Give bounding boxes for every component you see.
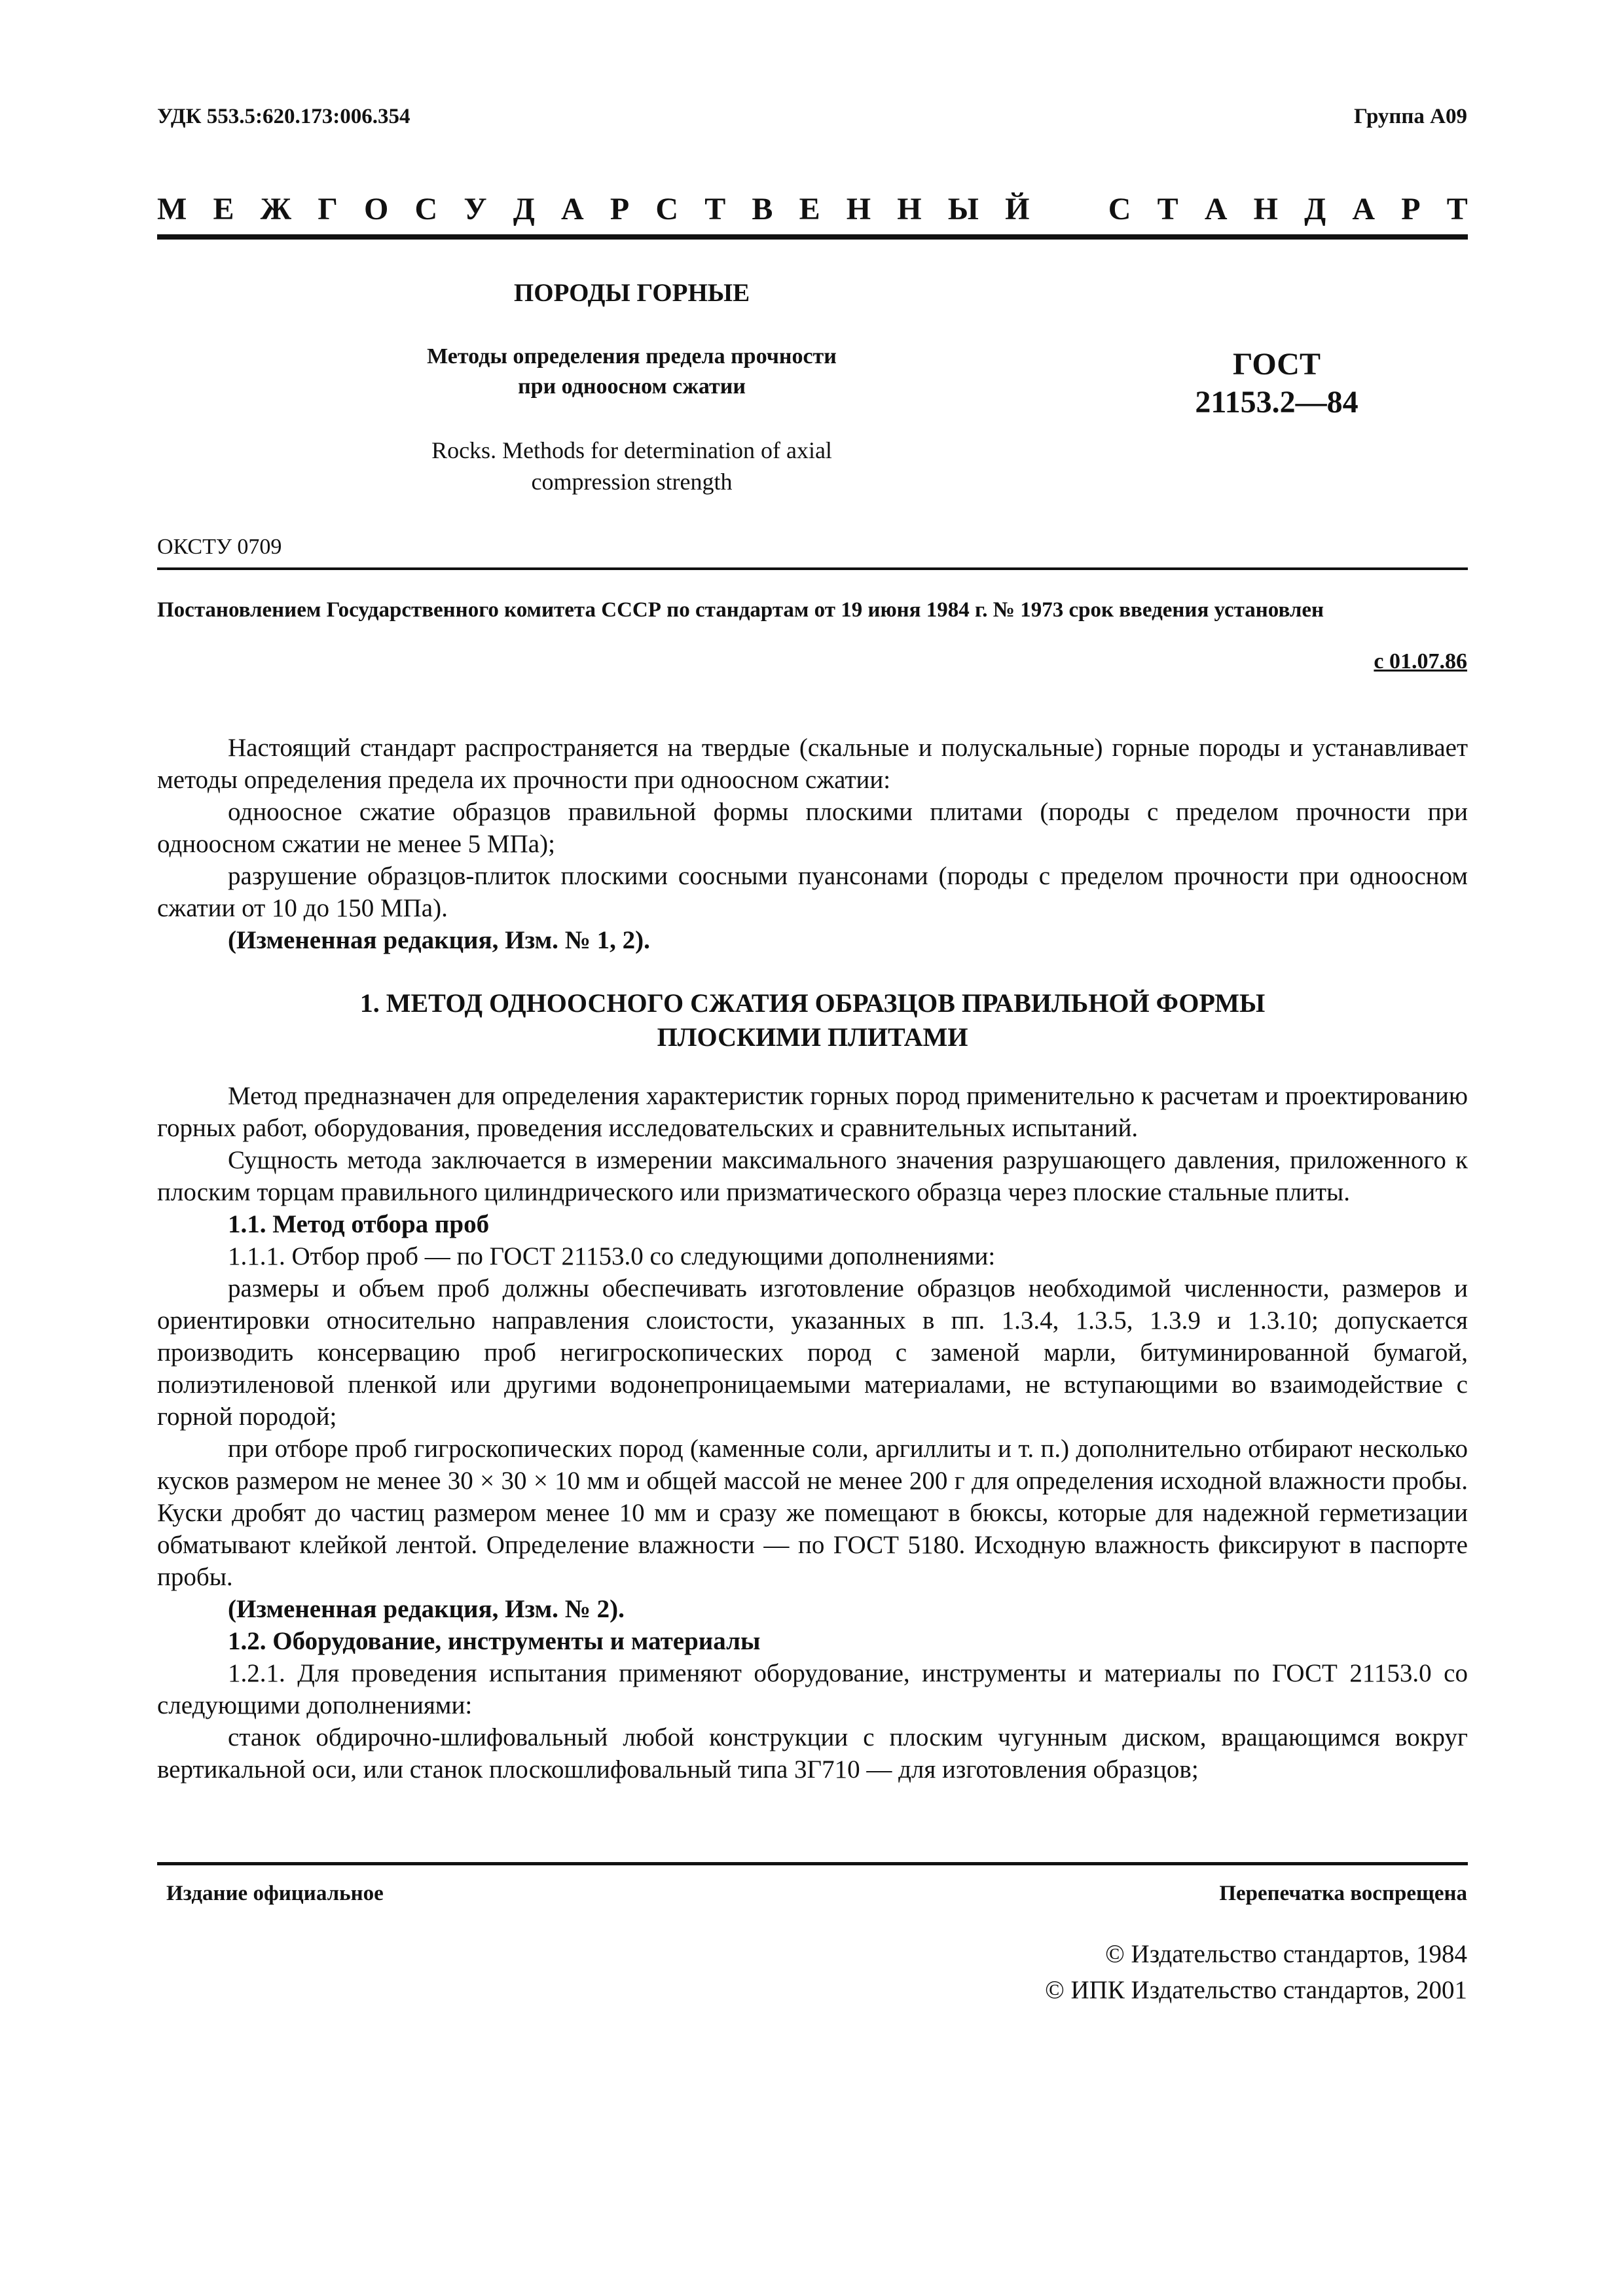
decree-text: Постановлением Государственного комитета СССР по стандартам от 19 июня 1984 г. № 1973 срок введения установлен	[157, 598, 1324, 622]
banner-letter: Е	[799, 192, 820, 226]
banner-letter: Ж	[260, 192, 292, 226]
udk-code: УДК 553.5:620.173:006.354	[157, 105, 410, 128]
banner-letter: О	[364, 192, 389, 226]
subtitle-line-1: Методы определения предела прочности	[427, 344, 837, 368]
okstu-code: ОКСТУ 0709	[157, 535, 282, 559]
banner-letter: Г	[318, 192, 338, 226]
standard-title: ПОРОДЫ ГОРНЫЕ	[513, 279, 750, 307]
copyright-block	[1045, 1936, 1467, 2008]
banner-letter: Н	[846, 192, 871, 226]
banner-letter: С	[414, 192, 438, 226]
banner-letter: Н	[1253, 192, 1278, 226]
banner-letter: А	[561, 192, 584, 226]
interstate-standard-banner	[157, 191, 1468, 227]
section-paragraph: при отборе проб гигроскопических пород (каменные соли, аргиллиты и т. п.) дополнительно отбирают несколько кусков размером не менее 30 × 30 × 10 мм и общей массой не менее 200 г для определения исходной влажности пробы. Куски дробят до частиц размером менее 10 мм и сразу же помещают в бюксы, которые для надежной герметизации обматывают клейкой лентой. Определение влажности — по ГОСТ 5180. Исходную влажность фиксируют в паспорте пробы.	[157, 1435, 1468, 1591]
section-paragraph: размеры и объем проб должны обеспечивать изготовление образцов необходимой численности, размеров и ориентировки относительно направления слоистости, указанных в пп. 1.3.4, 1.3.5, 1.3.9 и 1.3.10; допускается производить консервацию проб негигроскопических пород с заменой марли, битуминированной бумагой, полиэтиленовой пленкой или другими водонепроницаемыми материалами, не вступающими во взаимодействие с горной породой;	[157, 1274, 1468, 1431]
standard-subtitle	[367, 342, 897, 402]
banner-letter: Д	[1304, 192, 1326, 226]
banner-letter: Ы	[947, 192, 979, 226]
banner-letter: М	[157, 192, 187, 226]
english-title-line-2: compression strength	[531, 469, 733, 495]
group-code: Группа А09	[1354, 105, 1467, 128]
banner-letter: Р	[1401, 192, 1421, 226]
banner-letter: С	[1108, 192, 1131, 226]
section-paragraph: Сущность метода заключается в измерении максимального значения разрушающего давления, приложенного к плоским торцам правильного цилиндрического или призматического образца через плоские стальные плиты.	[157, 1146, 1468, 1206]
gost-number	[1159, 346, 1395, 422]
banner-letter: У	[464, 192, 487, 226]
subsection-heading: 1.1. Метод отбора проб	[228, 1210, 490, 1238]
banner-letter: Д	[513, 192, 535, 226]
english-title-line-1: Rocks. Methods for determination of axial	[431, 437, 832, 463]
banner-letter: С	[655, 192, 679, 226]
effective-date: с 01.07.86	[1374, 649, 1467, 673]
intro-paragraph: Настоящий стандарт распространяется на твердые (скальные и полускальные) горные породы и устанавливает методы определения предела их прочности при одноосном сжатии:	[157, 734, 1468, 794]
official-edition-label: Издание официальное	[166, 1882, 384, 1905]
banner-letter: А	[1204, 192, 1228, 226]
banner-letter: В	[752, 192, 773, 226]
banner-letter: Е	[213, 192, 234, 226]
banner-word-gap	[1056, 191, 1082, 227]
section-1-heading-line-1: 1. МЕТОД ОДНООСНОГО СЖАТИЯ ОБРАЗЦОВ ПРАВИЛЬНОЙ ФОРМЫ	[359, 988, 1266, 1018]
okstu-rule	[157, 567, 1468, 570]
footer-rule	[157, 1862, 1468, 1865]
section-paragraph: 1.1.1. Отбор проб — по ГОСТ 21153.0 со следующими дополнениями:	[228, 1242, 996, 1270]
intro-block	[157, 732, 1468, 956]
reprint-prohibited-label: Перепечатка воспрещена	[1219, 1882, 1467, 1905]
subtitle-line-2: при одноосном сжатии	[518, 374, 746, 399]
copyright-line-2: © ИПК Издательство стандартов, 2001	[1045, 1976, 1467, 2004]
amendment-note: (Измененная редакция, Изм. № 2).	[228, 1595, 625, 1623]
section-1-heading-line-2: ПЛОСКИМИ ПЛИТАМИ	[657, 1022, 968, 1052]
subsection-heading: 1.2. Оборудование, инструменты и материалы	[228, 1627, 761, 1655]
section-1-body	[157, 1080, 1468, 1785]
banner-letter: Т	[1446, 192, 1468, 226]
banner-letter: А	[1352, 192, 1376, 226]
banner-letter: Й	[1005, 192, 1030, 226]
section-1-heading	[157, 986, 1468, 1054]
header-rule	[157, 234, 1468, 240]
section-paragraph: станок обдирочно-шлифовальный любой конструкции с плоским чугунным диском, вращающимся вокруг вертикальной оси, или станок плоскошлифовальный типа 3Г710 — для изготовления образцов;	[157, 1723, 1468, 1784]
section-paragraph: Метод предназначен для определения характеристик горных пород применительно к расчетам и проектированию горных работ, оборудования, проведения исследовательских и сравнительных испытаний.	[157, 1082, 1468, 1142]
intro-paragraph: разрушение образцов-плиток плоскими соосными пуансонами (породы с пределом прочности при одноосном сжатии от 10 до 150 МПа).	[157, 862, 1468, 922]
english-title	[367, 435, 897, 497]
gost-code: 21153.2—84	[1195, 385, 1359, 420]
banner-letter: Т	[1157, 192, 1178, 226]
amendment-note: (Измененная редакция, Изм. № 1, 2).	[228, 926, 650, 954]
intro-paragraph: одноосное сжатие образцов правильной формы плоскими плитами (породы с пределом прочности при одноосном сжатии не менее 5 МПа);	[157, 798, 1468, 858]
banner-letter: Р	[610, 192, 630, 226]
banner-letter: Н	[897, 192, 922, 226]
copyright-line-1: © Издательство стандартов, 1984	[1105, 1940, 1467, 1968]
gost-label: ГОСТ	[1233, 347, 1321, 382]
section-paragraph: 1.2.1. Для проведения испытания применяют оборудование, инструменты и материалы по ГОСТ 21153.0 со следующими дополнениями:	[157, 1659, 1468, 1719]
banner-letter: Т	[704, 192, 726, 226]
